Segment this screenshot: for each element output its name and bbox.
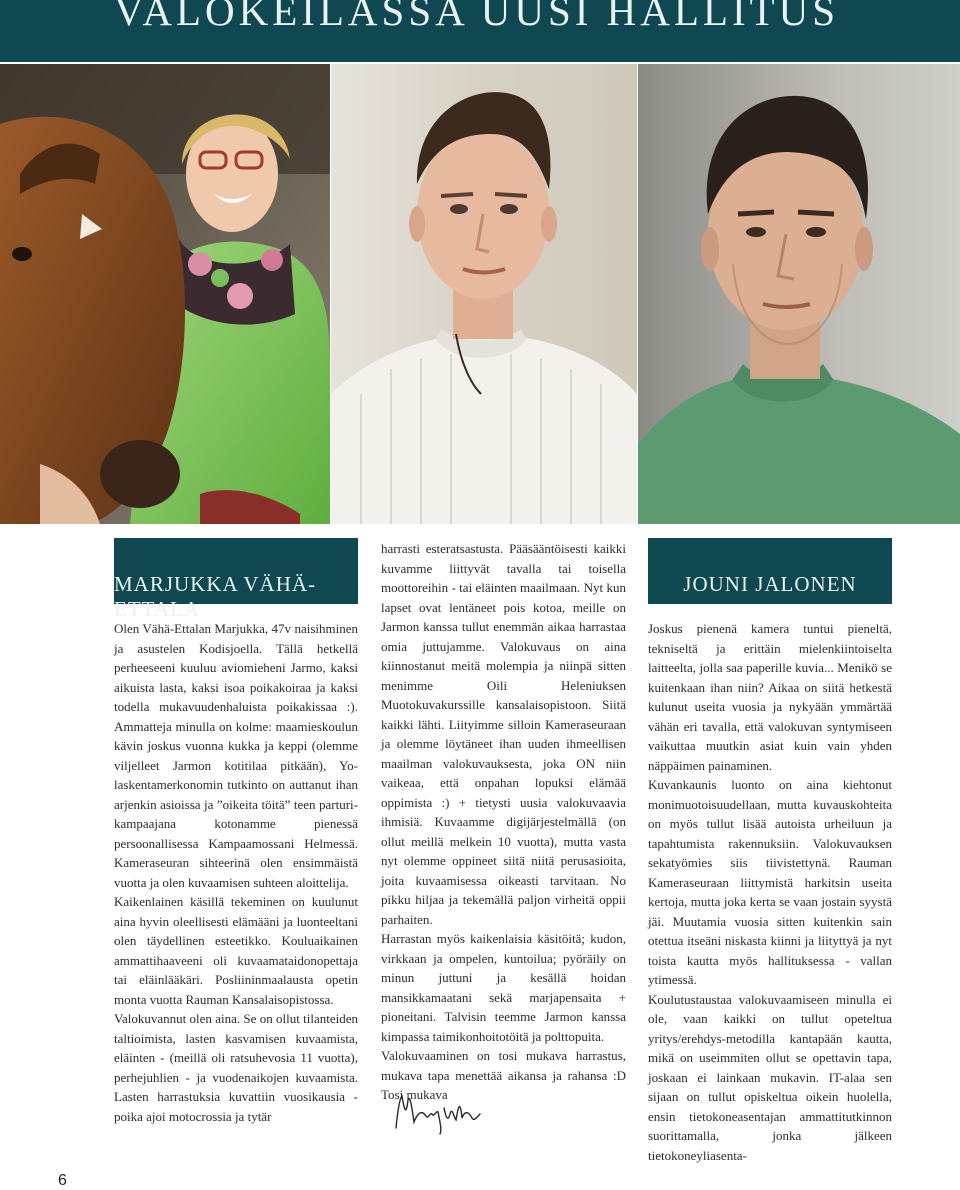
photo-man-white-sweater bbox=[331, 64, 637, 524]
paragraph-text: Valokuvaaminen on tosi mukava harrastus, mukava tapa menettää aikansa ja rahansa :D Tosi mukava bbox=[381, 1048, 626, 1102]
paragraph bbox=[114, 619, 358, 892]
paragraph bbox=[648, 619, 892, 775]
paragraph-text: Koulutustaustaa valokuvaamiseen minulla ei ole, vaan kaikki on tullut opeteltua yritys/erehdys-metodilla kantapään kautta, mikä on useimmiten ollut se opettavin tapa, joskaan ei lainkaan mukavin. IT-alaa sen sijaan on tullut opiskeltua oikein huolella, ensin tietokoneasentajan ammattitutkinnon suorittamalla, jonka jälkeen tietokoneyliasenta- bbox=[648, 991, 892, 1163]
paragraph: harrasti esteratsastusta. Pääsääntöisesti kaikki kuvamme liittyvät tavalla tai toisella moottoreihin - tai eläinten maailmaan. Nyt kun lapset ovat lentäneet pois kotoa, meille on Jarmon kanssa tullut enemmän aikaa harrastaa omia juttujamme. Valokuvaus on aina kiinnostanut meitä molempia ja niinpä sitten menimme Oili Heleniuksen Muotokuvakurssille kansalaisopistoon. Siitä kaikki lähti. Liityimme silloin Kameraseuraan ja olemme löytäneet ihan uuden ihmeellisen maailman valokuvauksesta, joka ON niin vaikeaa, että onpahan lopuksi elämää oppimista :) + tietysti uusia valokuvaavia ihmisiä. Kuvaamme digijärjestelmällä (on ollut meillä melkein 10 vuotta), mutta vasta nyt olemme oppineet siitä niitä perusasioita, joita kuvaamisessa oikeasti tarvitaan. No pikku hiljaa ja tekemällä paljon virheitä oppii parhaiten. bbox=[381, 541, 626, 927]
paragraph bbox=[114, 892, 358, 1009]
column-1 bbox=[114, 619, 358, 1126]
paragraph-text: Harrastan myös kaikenlaisia käsitöitä; kudon, virkkaan ja ompelen, kuntoilua; pyöräily on minun juttuni ja kesällä hoidan mansikkamaatani sekä marjapensaita + pioneitani. Talvisin teemme Jarmon kanssa kimpassa taimikonhoitotöitä ja polttopuita. bbox=[381, 931, 626, 1044]
profile-name: JOUNI JALONEN bbox=[683, 572, 857, 596]
paragraph bbox=[381, 929, 626, 1046]
signature-marjukka bbox=[392, 1088, 482, 1138]
column-2 bbox=[381, 539, 626, 1105]
paragraph-text: Joskus pienenä kamera tuntui pieneltä, tekniseltä ja erittäin mielenkiintoiselta laitteelta, jolla saa paperille kuvia... Menikö se kuitenkaan ihan niin? Aikaa on siitä hetkestä kulunut useita vuosia ja nykyään ymmärtää vähän eri tavalla, että valokuvan syntymiseen vaikuttaa muutkin asiat kuin vain yhden näppäimen painaminen. bbox=[648, 621, 892, 773]
page-number: 6 bbox=[58, 1172, 67, 1189]
paragraph-text: Kaikenlainen käsillä tekeminen on kuulunut aina hyvin oleellisesti elämääni ja luonteeltani olen täydellinen esteetikko. Kouluaikainen ammattihaaveeni oli kuvaamataidonopettaja tai eläinlääkäri. Posliininmaalausta opetin monta vuotta Rauman Kansalaisopistossa. bbox=[114, 894, 358, 1007]
paragraph-text: Kuvankaunis luonto on aina kiehtonut monimuotoisuudellaan, mutta kuvauskohteita on myös tullut lisää autoista urheiluun ja tapahtumista rakennuksiin. Valokuvauksen sekatyömies siis tiivistettynä. Rauman Kameraseuraan liittymistä harkitsin useita kertoja, mutta joka kerta se vaan jostain syystä jäi. Muutamia vuosia sitten kuitenkin sain otettua itseäni niskasta kiinni ja liityttyä ja nyt toista kautta myös hallituksessa - vallan ytimessä. bbox=[648, 777, 892, 987]
photo-woman-with-horse bbox=[0, 64, 330, 524]
profile-name: MARJUKKA VÄHÄ-ETTALA bbox=[114, 572, 317, 621]
paragraph: Valokuvannut olen aina. Se on ollut tilanteiden taltioimista, lasten kasvamisen kuvaamista, eläinten - (meillä oli ratsuhevosia 11 vuotta), perhejuhlien - ja vuodenaikojen kuvaamista. Lasten harrastuksia kuvattiin vuosikausia - poika ajoi motocrossia ja tytär bbox=[114, 1011, 358, 1124]
name-box-jouni bbox=[648, 538, 892, 604]
name-box-marjukka bbox=[114, 538, 358, 621]
photo-man-green-shirt bbox=[638, 64, 960, 524]
header-band bbox=[0, 0, 960, 62]
paragraph bbox=[648, 775, 892, 990]
paragraph bbox=[648, 990, 892, 1166]
column-3 bbox=[648, 619, 892, 1165]
paragraph-text: Olen Vähä-Ettalan Marjukka, 47v naisihminen ja asustelen Kodisjoella. Tällä hetkellä perheeseeni kuuluu aviomieheni Jarmo, kaksi aikuista lasta, kaksi isoa poikakoiraa ja kaksi todella mukavuudenhaluista poikakissaa :). Ammatteja minulla on kolme: maamieskoulun kävin joskus vuonna kukka ja keppi (olemme viljelleet Jarmon kotitilaa pitkään), Yo-laskentamerkonomin tutkinto on auttanut ihan arjenkin asioissa ja ”oikeita töitä” teen parturi-kampaajana kotonamme pienessä persoonallisessa Kampaamossani Helmessä. Kameraseuran sihteerinä olen ensimmäistä vuotta ja olen kuvaamisen suhteen aloittelija. bbox=[114, 621, 358, 890]
page-title: VALOKEILASSA UUSI HALLITUS bbox=[114, 0, 840, 34]
